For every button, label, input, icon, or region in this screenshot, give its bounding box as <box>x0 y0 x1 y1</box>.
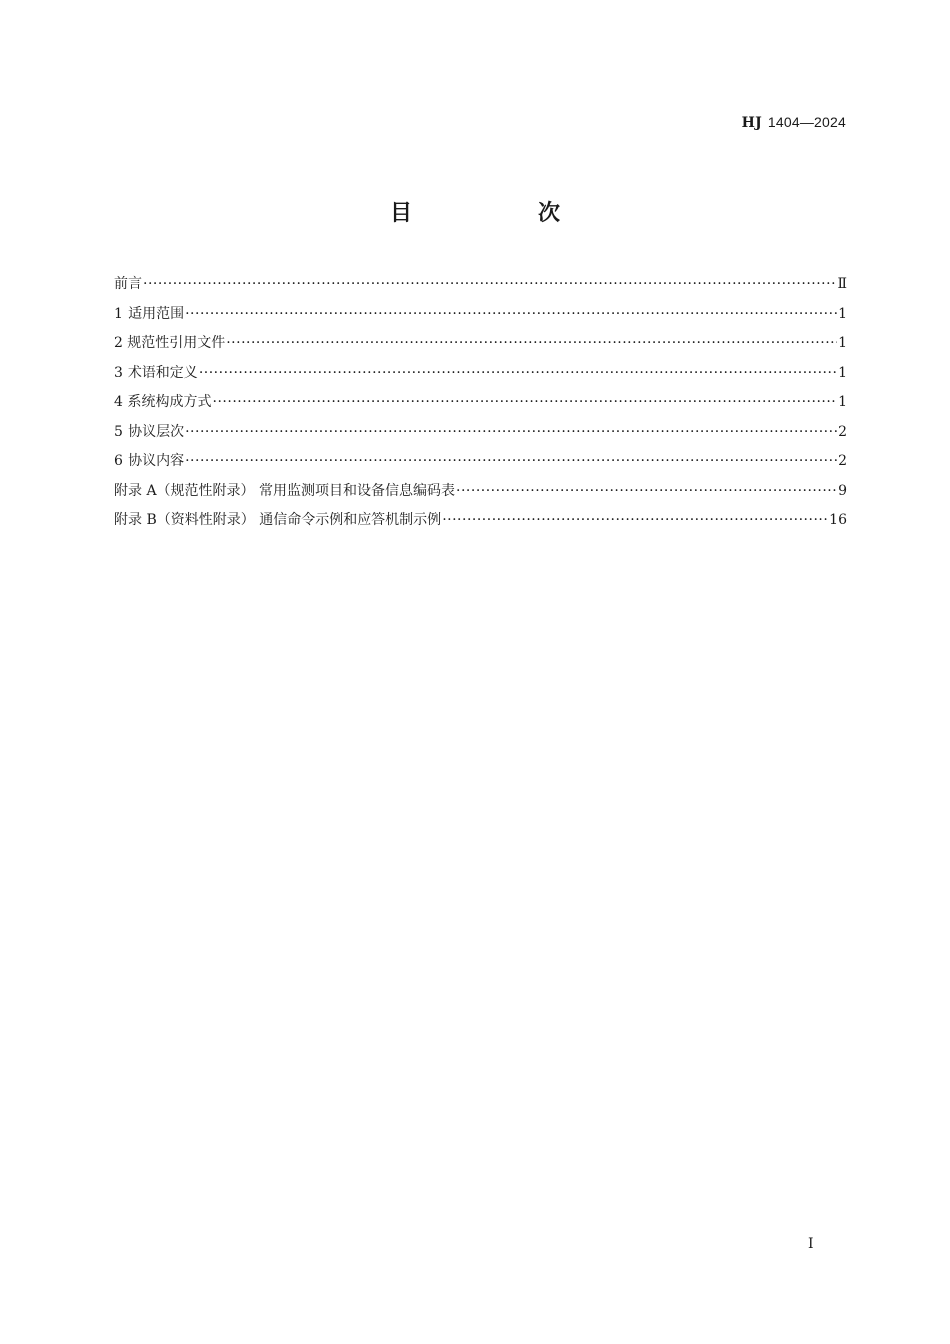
toc-entry-number: 6 <box>114 453 123 469</box>
toc-leader-dots <box>199 359 837 389</box>
toc-entry-page: 16 <box>829 512 847 528</box>
toc-entry-2[interactable] <box>114 329 847 359</box>
toc-entry-page: 1 <box>838 305 847 322</box>
toc-list <box>114 270 847 536</box>
toc-entry-label: 系统构成方式 <box>127 394 212 410</box>
toc-entry-1[interactable] <box>114 300 847 330</box>
toc-entry-appendix-b[interactable] <box>114 506 847 536</box>
toc-title: 目 次 <box>389 201 612 226</box>
toc-entry-label: 协议内容 <box>128 453 185 469</box>
toc-leader-dots <box>185 300 837 330</box>
toc-entry-6[interactable] <box>114 447 847 477</box>
toc-entry-number: 1 <box>114 305 123 322</box>
toc-entry-label: 适用范围 <box>128 305 185 322</box>
toc-entry-label: 附录 A（规范性附录） 常用监测项目和设备信息编码表 <box>114 482 456 499</box>
toc-entry-number: 5 <box>114 423 123 440</box>
toc-leader-dots <box>456 477 837 507</box>
toc-entry-page: 2 <box>838 423 847 440</box>
toc-leader-dots <box>226 329 837 359</box>
toc-leader-dots <box>185 447 837 477</box>
toc-leader-dots <box>442 506 828 536</box>
toc-entry-number: 2 <box>114 335 123 351</box>
document-code-number: 1404—2024 <box>767 114 846 130</box>
toc-entry-label: 协议层次 <box>128 423 185 440</box>
toc-entry-number: 4 <box>114 394 123 410</box>
toc-leader-dots <box>185 418 837 448</box>
toc-entry-number: 3 <box>114 364 123 381</box>
toc-entry-page: 2 <box>838 453 847 469</box>
toc-entry-3[interactable] <box>114 359 847 389</box>
toc-entry-preface[interactable] <box>114 270 847 300</box>
document-code <box>742 114 846 131</box>
toc-leader-dots <box>143 270 836 300</box>
toc-entry-label: 规范性引用文件 <box>127 335 226 351</box>
toc-entry-label: 前言 <box>114 276 142 292</box>
toc-entry-page: Ⅱ <box>837 276 847 292</box>
toc-entry-label: 术语和定义 <box>127 364 198 381</box>
toc-entry-5[interactable] <box>114 418 847 448</box>
toc-entry-page: 1 <box>838 335 847 351</box>
toc-entry-appendix-a[interactable] <box>114 477 847 507</box>
toc-entry-page: 1 <box>838 394 847 410</box>
toc-entry-page: 1 <box>838 364 847 381</box>
toc-entry-page: 9 <box>838 482 847 499</box>
page-number: Ⅰ <box>808 1236 814 1252</box>
toc-leader-dots <box>213 388 838 418</box>
toc-entry-4[interactable] <box>114 388 847 418</box>
toc-entry-label: 附录 B（资料性附录） 通信命令示例和应答机制示例 <box>114 512 442 528</box>
document-code-prefix: HJ <box>741 115 762 131</box>
